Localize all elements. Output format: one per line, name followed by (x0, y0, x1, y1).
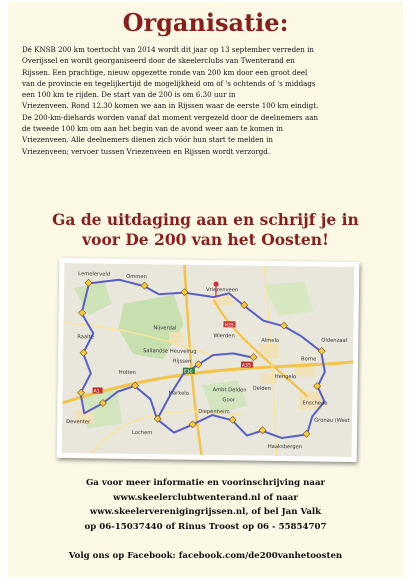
info-link-twenterand[interactable]: www.skeelerclubtwenterand.nl of naar (8, 491, 403, 506)
place-label: Wierden (213, 333, 235, 339)
route-map (57, 258, 360, 462)
intro-text (22, 44, 389, 157)
intro-line: Vriezenveen. Rond 12.30 komen we aan in Rijssen waar de eerste 100 km eindigt. (22, 100, 389, 111)
flyer-page (8, 2, 403, 577)
place-label: Gronau (West (314, 417, 349, 423)
road-label: A35 (242, 362, 251, 368)
place-label: Lemelerveld (78, 271, 110, 277)
place-label: Ommen (126, 274, 147, 280)
intro-line: van de provincie en tegelijkertijd de mogelijkheid om of 's ochtends of 's middags (22, 78, 389, 89)
intro-line: De 200-km-diehards worden vanaf dat moment vergezeld door de deelnemers aan (22, 112, 389, 123)
intro-line: Overijssel en wordt georganiseerd door de skeelerclubs van Twenterand en (22, 55, 389, 66)
intro-line: Rijssen. Een prachtige, nieuw opgezette ronde van 200 km door een groot deel (22, 67, 389, 78)
place-label: Almelo (261, 338, 279, 344)
intro-line: een 100 km te rijden. De start van de 200 is om 6.30 uur in (22, 89, 389, 100)
intro-line: de tweede 100 km om aan het begin van de avond weer aan te komen in (22, 123, 389, 134)
park-label: Sallandse Heuvelrug (143, 348, 197, 355)
info-phone-line: op 06-15037440 of Rinus Troost op 06 - 55854707 (8, 520, 403, 535)
info-link-rijssen[interactable]: www.skeelerverenigingrijssen.nl, of bel Jan Valk (8, 505, 403, 520)
place-label: Vriezenveen (206, 287, 238, 293)
intro-line: Dé KNSB 200 km toertocht van 2014 wordt dit jaar op 13 september verreden in (22, 44, 389, 55)
place-label: Rijssen (173, 359, 191, 365)
place-label: Markelo (168, 390, 189, 396)
place-label: Raalte (77, 334, 94, 340)
place-label: Diepenheim (198, 409, 229, 415)
page-title: Organisatie: (8, 8, 403, 37)
road-label: N35 (224, 322, 233, 328)
place-label: Deventer (66, 419, 91, 425)
cta-line: voor De 200 van het Oosten! (8, 230, 403, 250)
place-label: Enschede (302, 400, 327, 406)
contact-info (8, 476, 403, 534)
place-label: Delden (253, 386, 271, 392)
cta-line: Ga de uitdaging aan en schrijf je in (8, 210, 403, 230)
place-label: Hengelo (275, 374, 297, 380)
intro-line: Vriezenveen; vervoer tussen Vriezenveen en Rijssen wordt verzorgd. (22, 146, 389, 157)
route-map-image (62, 263, 355, 457)
place-label: Goor (222, 397, 235, 403)
place-label: Haaksbergen (268, 444, 302, 450)
place-label: Oldenzaal (321, 338, 347, 344)
facebook-link[interactable]: Volg ons op Facebook: facebook.com/de200vanhetoosten (8, 551, 403, 561)
info-line: Ga voor meer informatie en voorinschrijving naar (8, 476, 403, 491)
intro-line: Vriezenveen. Alle deelnemers dienen zich vóór hun start te melden in (22, 134, 389, 145)
place-label: Ambt Delden (213, 387, 247, 393)
place-label: Borne (301, 356, 316, 362)
place-label: Nijverdal (153, 325, 176, 331)
place-label: Holten (119, 370, 136, 376)
call-to-action (8, 210, 403, 250)
road-label: E30 (184, 369, 193, 375)
road-label: A1 (94, 388, 100, 394)
place-label: Lochem (132, 430, 152, 436)
